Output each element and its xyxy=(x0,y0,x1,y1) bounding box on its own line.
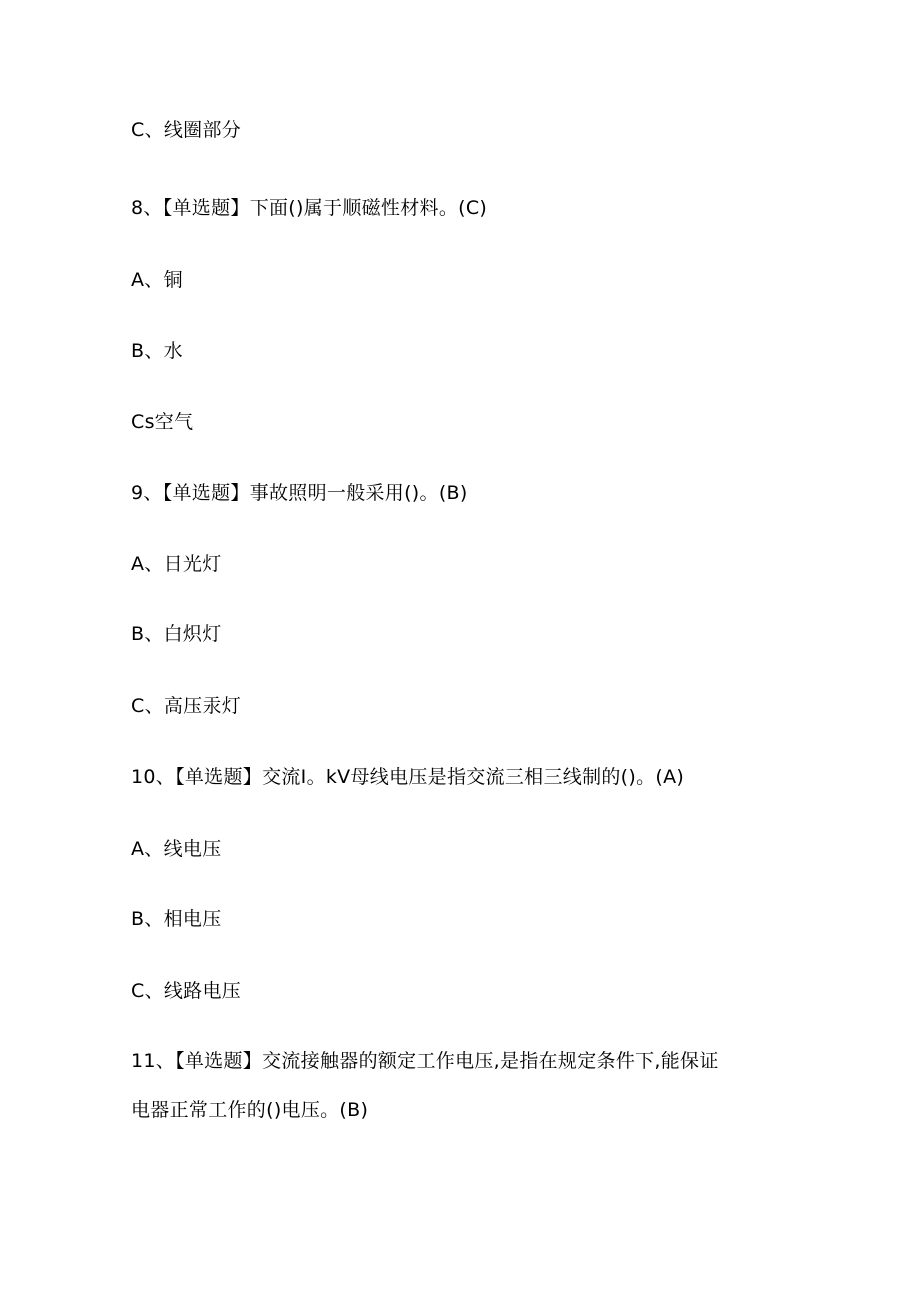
q10-question: 10、【单选题】交流I。kV母线电压是指交流三相三线制的()。(A) xyxy=(131,766,685,788)
q9-option-c: C、高压汞灯 xyxy=(131,695,242,717)
q10-option-c: C、线路电压 xyxy=(131,980,242,1002)
q10-option-a: A、线电压 xyxy=(131,838,222,860)
q9-option-a: A、日光灯 xyxy=(131,553,222,575)
q11-question-continued: 电器正常工作的()电压。(B) xyxy=(131,1099,369,1121)
q11-question: 11、【单选题】交流接触器的额定工作电压,是指在规定条件下,能保证 xyxy=(131,1050,719,1072)
q7-option-c: C、线圈部分 xyxy=(131,119,242,141)
q9-option-b: B、白炽灯 xyxy=(131,623,222,645)
q8-option-c: Cs空气 xyxy=(131,411,194,433)
q9-question: 9、【单选题】事故照明一般采用()。(B) xyxy=(131,482,468,504)
q8-option-b: B、水 xyxy=(131,340,183,362)
q8-question: 8、【单选题】下面()属于顺磁性材料。(C) xyxy=(131,197,488,219)
q8-option-a: A、铜 xyxy=(131,269,183,291)
q10-option-b: B、相电压 xyxy=(131,908,222,930)
